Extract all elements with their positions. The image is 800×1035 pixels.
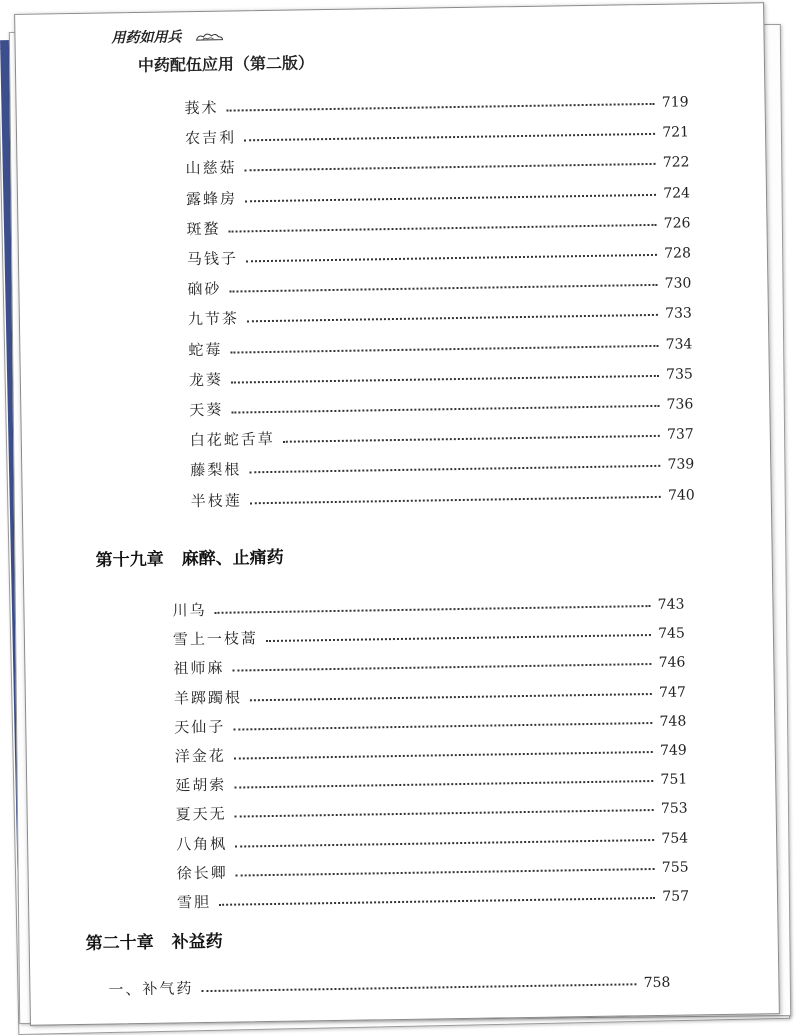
entry-name: 莪术 bbox=[184, 98, 219, 118]
toc-entry bbox=[187, 268, 691, 300]
dot-leader bbox=[236, 868, 655, 877]
toc-entry bbox=[175, 734, 687, 766]
entry-name: 八角枫 bbox=[176, 834, 228, 854]
dot-leader bbox=[244, 133, 655, 141]
entry-page-number: 721 bbox=[662, 124, 690, 141]
entry-name: 斑蝥 bbox=[186, 219, 221, 239]
entry-page-number: 724 bbox=[663, 184, 691, 202]
toc-entry bbox=[185, 147, 689, 179]
toc-entry bbox=[177, 880, 689, 912]
dot-leader bbox=[229, 224, 657, 233]
toc-entry bbox=[189, 358, 693, 390]
dot-leader bbox=[266, 634, 651, 642]
entry-page-number: 733 bbox=[665, 305, 693, 323]
toc-entry bbox=[186, 207, 690, 239]
toc-entry bbox=[189, 388, 693, 420]
dot-leader bbox=[246, 254, 657, 262]
entry-page-number: 739 bbox=[667, 456, 695, 474]
toc-entry bbox=[174, 705, 686, 737]
entry-page-number: 758 bbox=[643, 974, 671, 992]
dot-leader bbox=[245, 193, 656, 201]
dot-leader bbox=[233, 722, 652, 731]
entry-page-number: 722 bbox=[662, 154, 690, 172]
dot-leader bbox=[283, 435, 660, 443]
dot-leader bbox=[235, 809, 654, 818]
dot-leader bbox=[227, 103, 655, 112]
dot-leader bbox=[230, 344, 658, 353]
document-page bbox=[14, 2, 780, 1026]
entry-page-number: 735 bbox=[665, 366, 693, 383]
dot-leader bbox=[235, 839, 654, 848]
chapter-number: 第十九章 bbox=[95, 549, 164, 571]
chapter-heading bbox=[85, 927, 222, 954]
entry-page-number: 726 bbox=[663, 215, 691, 232]
entry-name: 山慈菇 bbox=[185, 158, 237, 178]
entry-page-number: 749 bbox=[659, 742, 687, 759]
entry-name: 半枝莲 bbox=[190, 491, 242, 510]
entry-page-number: 719 bbox=[661, 94, 689, 111]
entry-name: 硇砂 bbox=[187, 279, 222, 299]
entry-name: 祖师麻 bbox=[173, 659, 225, 678]
entry-name: 白花蛇舌草 bbox=[189, 430, 275, 450]
entry-page-number: 745 bbox=[658, 625, 686, 643]
chapter-title: 补益药 bbox=[171, 931, 223, 953]
dot-leader bbox=[215, 605, 651, 614]
toc-entry bbox=[190, 419, 694, 451]
entry-name: 九节茶 bbox=[187, 309, 240, 329]
toc-entry bbox=[175, 793, 687, 825]
entry-page-number: 751 bbox=[660, 771, 688, 789]
entry-page-number: 734 bbox=[665, 335, 693, 353]
dot-leader bbox=[234, 751, 653, 760]
dot-leader bbox=[249, 465, 660, 473]
entry-name: 藤梨根 bbox=[190, 460, 242, 480]
entry-name: 雪上一枝蒿 bbox=[172, 629, 259, 649]
dot-leader bbox=[219, 897, 655, 906]
dot-leader bbox=[201, 983, 636, 992]
entry-page-number: 736 bbox=[666, 396, 694, 413]
book-subtitle: 中药配伍应用（第二版） bbox=[137, 53, 315, 76]
dot-leader bbox=[231, 375, 659, 384]
toc-entry bbox=[108, 967, 670, 1000]
entry-page-number: 746 bbox=[658, 654, 686, 672]
toc-entry bbox=[187, 237, 691, 269]
entry-name: 延胡索 bbox=[175, 775, 227, 795]
entry-page-number: 748 bbox=[659, 713, 687, 730]
toc-entry bbox=[191, 479, 695, 511]
entry-page-number: 740 bbox=[667, 486, 695, 504]
entry-name: 龙葵 bbox=[188, 370, 224, 390]
dot-leader bbox=[245, 163, 656, 171]
dot-leader bbox=[234, 780, 653, 789]
entry-name: 洋金花 bbox=[174, 746, 226, 766]
entry-name: 川乌 bbox=[172, 601, 207, 620]
toc-entry bbox=[188, 298, 692, 330]
dot-leader bbox=[250, 693, 652, 701]
toc-entry bbox=[173, 647, 685, 679]
dot-leader bbox=[231, 405, 659, 414]
toc-entry bbox=[174, 676, 686, 708]
entry-name: 徐长卿 bbox=[176, 863, 228, 883]
dot-leader bbox=[247, 314, 658, 322]
entry-name: 一、补气药 bbox=[108, 979, 194, 999]
toc-entry bbox=[188, 328, 692, 360]
dot-leader bbox=[229, 284, 657, 293]
table-of-contents bbox=[15, 3, 779, 1025]
entry-name: 雪胆 bbox=[176, 892, 212, 912]
toc-entry bbox=[186, 177, 690, 209]
entry-page-number: 728 bbox=[664, 245, 692, 262]
entry-name: 夏天无 bbox=[175, 805, 227, 824]
entry-name: 蛇莓 bbox=[188, 340, 223, 359]
entry-name: 马钱子 bbox=[186, 249, 239, 269]
toc-entry bbox=[190, 449, 694, 481]
toc-entry bbox=[184, 86, 688, 118]
entry-name: 农吉利 bbox=[184, 128, 237, 148]
chapter-number: 第二十章 bbox=[85, 932, 154, 954]
toc-entry bbox=[176, 851, 688, 883]
entry-name: 天仙子 bbox=[174, 717, 226, 737]
toc-entry bbox=[175, 764, 687, 796]
chapter-heading bbox=[95, 543, 283, 571]
entry-name: 露蜂房 bbox=[185, 189, 238, 208]
toc-entry bbox=[176, 822, 688, 854]
dot-leader bbox=[232, 663, 651, 672]
toc-entry bbox=[185, 117, 689, 149]
chapter-title: 麻醉、止痛药 bbox=[181, 547, 284, 570]
entry-page-number: 737 bbox=[666, 426, 694, 443]
entry-name: 羊踯躅根 bbox=[173, 688, 243, 708]
toc-entry bbox=[173, 618, 685, 650]
toc-entry bbox=[172, 588, 684, 620]
entry-page-number: 754 bbox=[661, 830, 689, 847]
book-title: 用药如用兵 bbox=[111, 29, 182, 47]
entry-page-number: 753 bbox=[660, 800, 688, 818]
entry-page-number: 755 bbox=[661, 859, 689, 876]
dot-leader bbox=[250, 495, 661, 503]
entry-name: 天葵 bbox=[189, 400, 224, 420]
entry-page-number: 730 bbox=[664, 275, 692, 292]
entry-page-number: 757 bbox=[662, 888, 690, 905]
entry-page-number: 743 bbox=[657, 596, 685, 613]
entry-page-number: 747 bbox=[658, 684, 686, 701]
